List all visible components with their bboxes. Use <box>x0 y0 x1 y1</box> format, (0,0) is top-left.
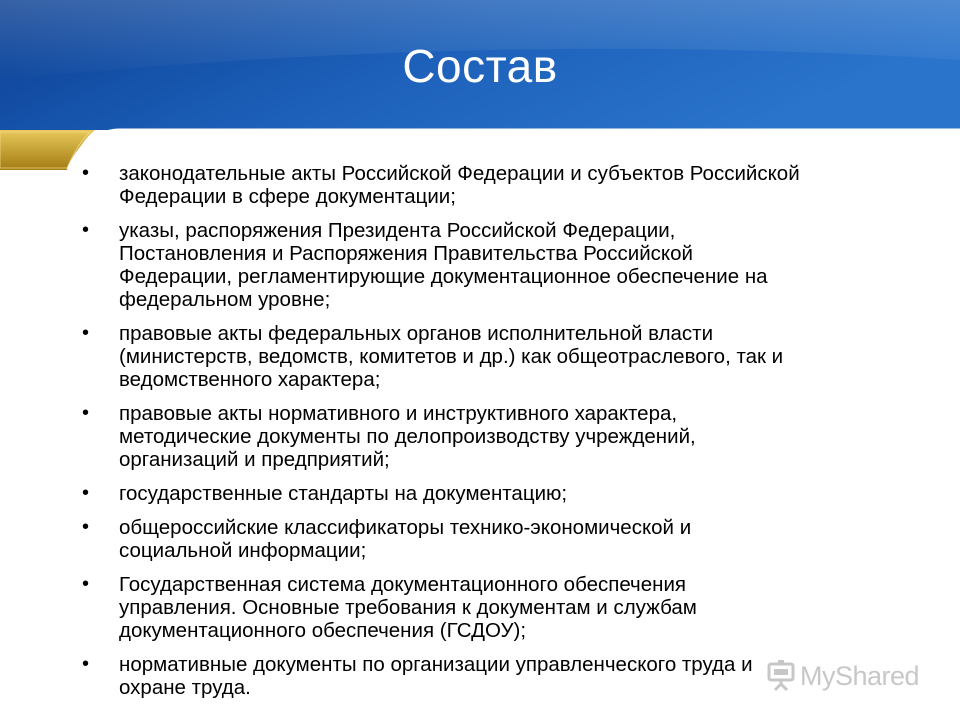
bullet-text: законодательные акты Российской Федерации и субъектов Российской Федерации в сфере документации; <box>119 162 800 208</box>
bullet-dot: • <box>82 516 90 538</box>
bullet-dot: • <box>82 162 90 184</box>
presentation-board-icon <box>766 660 796 692</box>
watermark <box>766 656 926 696</box>
list-item <box>82 482 942 505</box>
list-item <box>82 402 942 471</box>
bullet-text: правовые акты нормативного и инструктивного характера, методические документы по делопроизводству учреждений, организаций и предприятий; <box>119 402 696 471</box>
bullet-text: общероссийские классификаторы технико-экономической и социальной информации; <box>119 516 692 562</box>
bullet-dot: • <box>82 402 90 424</box>
bullet-dot: • <box>82 573 90 595</box>
bullet-text: Государственная система документационного обеспечения управления. Основные требования к документам и службам документационного обеспечения (ГСДОУ); <box>119 573 697 642</box>
list-item <box>82 516 942 562</box>
bullet-dot: • <box>82 322 90 344</box>
bullet-text: правовые акты федеральных органов исполнительной власти (министерств, ведомств, комитетов и др.) как общеотраслевого, так и ведомственного характера; <box>119 322 784 391</box>
bullet-text: государственные стандарты на документацию; <box>119 482 568 505</box>
bullet-list <box>82 162 942 710</box>
bullet-dot: • <box>82 482 90 504</box>
bullet-dot: • <box>82 653 90 675</box>
bullet-text: указы, распоряжения Президента Российской Федерации, Постановления и Распоряжения Правительства Российской Федерации, регламентирующие документационное обеспечение на федеральном уровне; <box>119 219 768 311</box>
bullet-dot: • <box>82 219 90 241</box>
bullet-text: нормативные документы по организации управленческого труда и охране труда. <box>119 653 753 699</box>
slide-title: Состав <box>402 40 558 92</box>
watermark-text: MyShared <box>800 660 920 691</box>
list-item <box>82 322 942 391</box>
list-item <box>82 573 942 642</box>
list-item <box>82 162 942 208</box>
list-item <box>82 219 942 311</box>
